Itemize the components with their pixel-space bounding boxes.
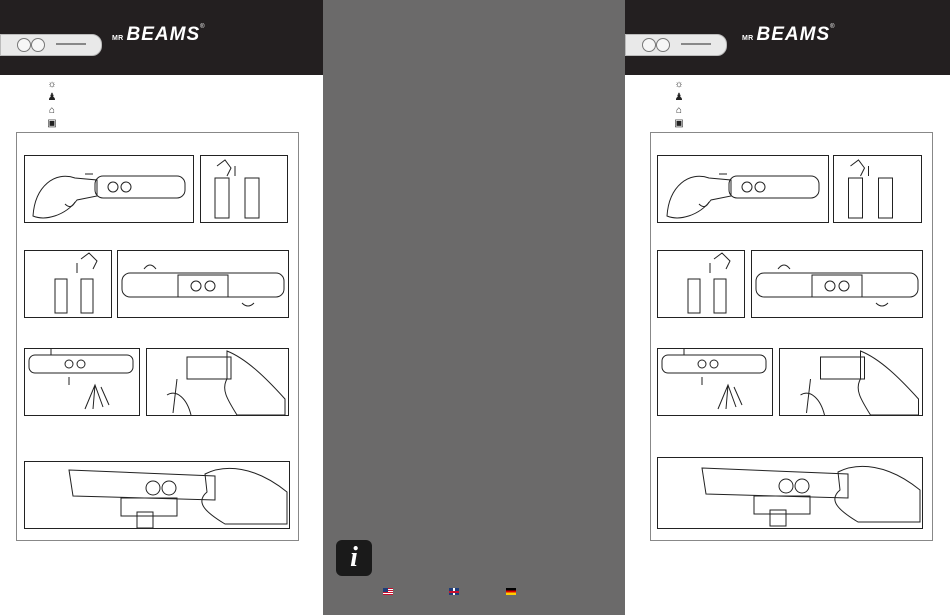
step-battery-image [833,155,922,223]
battery-illustration [834,156,921,222]
insert-illustration [25,251,111,317]
home-icon: ⌂ [48,105,56,116]
step-close-image [117,250,289,318]
left-panel [0,0,323,615]
person-icon: ♟ [674,92,684,103]
header-bar [0,0,323,75]
open-illustration [25,156,193,222]
open-illustration [658,156,828,222]
brand-logo [742,24,835,46]
insert-illustration [658,251,744,317]
feature-icon-list [674,80,684,132]
attach-illustration [147,349,288,415]
final-illustration [25,462,289,528]
step-mount-image [24,348,140,416]
header-bar [625,0,950,75]
brand-mark: ® [830,24,835,30]
step-final-image [24,461,290,529]
step-mount-image [657,348,773,416]
mount-illustration [658,349,772,415]
person-icon: ♟ [47,92,57,103]
home-icon: ⌂ [675,105,683,116]
feature-icon-list [47,80,57,132]
attach-illustration [780,349,922,415]
flashlight-stripe [681,43,711,45]
step-attach-image [779,348,923,416]
flashlight-button-icon [31,38,45,52]
flashlight-button-icon [642,38,656,52]
de-flag-icon[interactable] [506,588,516,595]
battery-icon: ▣ [47,118,57,129]
step-battery-image [200,155,288,223]
step-close-image [751,250,923,318]
flashlight-button-icon [656,38,670,52]
step-open-image [657,155,829,223]
us-flag-icon[interactable] [383,588,393,595]
close-illustration [752,251,922,317]
info-icon: i [336,540,372,576]
center-panel [323,0,625,615]
light-bulb-icon: ☼ [674,79,684,90]
step-insert-image [657,250,745,318]
brand-prefix: MR [742,35,754,42]
brand-mark: ® [200,24,205,30]
step-final-image [657,457,923,529]
flashlight-image [0,34,102,56]
step-attach-image [146,348,289,416]
flashlight-image [625,34,727,56]
instructions-frame [16,132,299,541]
instructions-frame [650,132,933,541]
gb-flag-icon[interactable] [449,588,459,595]
brand-logo [112,24,205,46]
brand-name: BEAMS [756,24,831,45]
step-open-image [24,155,194,223]
battery-icon: ▣ [674,118,684,129]
battery-illustration [201,156,287,222]
close-illustration [118,251,288,317]
flashlight-button-icon [17,38,31,52]
brand-name: BEAMS [126,24,201,45]
step-insert-image [24,250,112,318]
right-panel [625,0,950,615]
mount-illustration [25,349,139,415]
light-bulb-icon: ☼ [47,79,57,90]
brand-prefix: MR [112,35,124,42]
final-illustration [658,458,922,528]
flashlight-stripe [56,43,86,45]
